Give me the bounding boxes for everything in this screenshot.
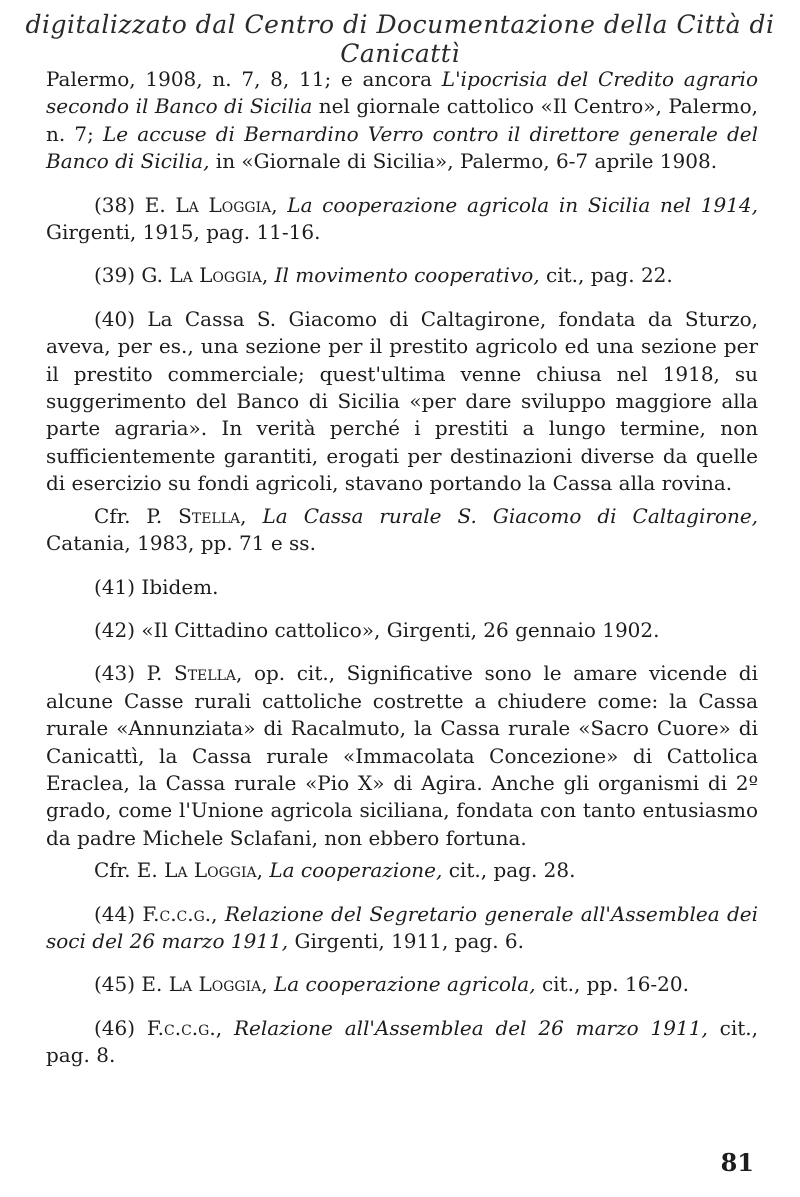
note-40-cfr: Cfr. P. Stella, La Cassa rurale S. Giacomo di Caltagirone, Catania, 1983, pp. 71 e ss. [46,503,759,556]
watermark-text: digitalizzato dal Centro di Documentazione della Città di Canicattì [25,10,775,68]
note-41: (41) Ibidem. [94,574,219,599]
note-46: (46) F.c.c.g., Relazione all'Assemblea del 26 marzo 1911, cit., pag. 8. [46,1015,758,1068]
note-37-continuation: Palermo, 1908, n. 7, 8, 11; e ancora L'ipocrisia del Credito agrario secondo il Banco di Sicilia nel giornale cattolico «Il Centro», Palermo, n. 7; Le accuse di Bernardino Verro contro il direttore generale del Banco di Sicilia, in «Giornale di Sicilia», Palermo, 6-7 aprile 1908. [46,67,758,174]
page-number: 81 [720,1148,754,1177]
footnotes-body [46,66,758,1070]
note-42: (42) «Il Cittadino cattolico», Girgenti, 26 gennaio 1902. [94,617,660,642]
note-39: (39) G. La Loggia, Il movimento cooperativo, cit., pag. 22. [94,263,673,288]
note-45: (45) E. La Loggia, La cooperazione agricola, cit., pp. 16-20. [94,972,689,997]
note-44: (44) F.c.c.g., Relazione del Segretario generale all'Assemblea dei soci del 26 marzo 1911, Girgenti, 1911, pag. 6. [46,901,758,953]
note-43-cfr: Cfr. E. La Loggia, La cooperazione, cit., pag. 28. [94,858,576,883]
note-38: (38) E. La Loggia, La cooperazione agricola in Sicilia nel 1914, Girgenti, 1915, pag. 11-16. [46,192,758,245]
note-40: (40) La Cassa S. Giacomo di Caltagirone, fondata da Sturzo, aveva, per es., una sezione per il prestito agricolo ed una sezione per il prestito commerciale; quest'ultima venne chiusa nel 1918, su suggerimento del Banco di Sicilia «per dare sviluppo maggiore alla parte agraria». In verità perché i prestiti a lungo termine, non sufficientemente garantiti, erogati per destinazioni diverse da quelle di esercizio su fondi agricoli, stavano portando la Cassa alla rovina. [46,306,758,496]
note-43: (43) P. Stella, op. cit., Significative sono le amare vicende di alcune Casse rurali cattoliche costrette a chiudere come: la Cassa rurale «Annunziata» di Racalmuto, la Cassa rurale «Sacro Cuore» di Canicattì, la Cassa rurale «Immacolata Concezione» di Cattolica Eraclea, la Cassa rurale «Pio X» di Agira. Anche gli organismi di 2º grado, come l'Unione agricola siciliana, fondata con tanto entusiasmo da padre Michele Sclafani, non ebbero fortuna. [46,661,758,850]
